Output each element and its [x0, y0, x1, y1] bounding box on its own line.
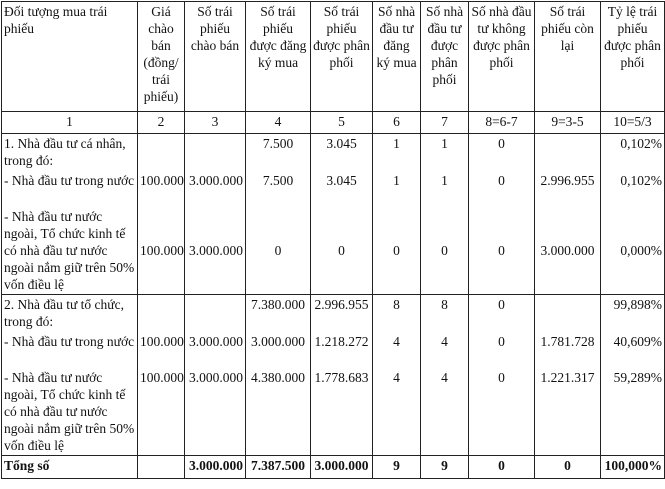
total-bonds-registered: 7.387.500	[246, 455, 311, 478]
bonds-offered-cell: 3.000.000	[185, 207, 246, 295]
investors-distributed-cell: 1	[421, 171, 469, 207]
header-investors-registered: Số nhà đầu tư đăng ký mua	[373, 2, 421, 112]
index-cell: 3	[185, 112, 246, 134]
header-investor-type: Đối tượng mua trái phiếu	[2, 2, 138, 112]
bonds-offered-cell	[185, 134, 246, 171]
index-cell: 2	[138, 112, 185, 134]
investors-not-distributed-cell: 0	[469, 295, 535, 332]
investors-not-distributed-cell: 0	[469, 134, 535, 171]
investors-registered-cell: 4	[373, 368, 421, 456]
investors-distributed-cell: 4	[421, 368, 469, 456]
investors-distributed-cell: 4	[421, 332, 469, 368]
header-offer-price: Giá chào bán (đồng/ trái phiếu)	[138, 2, 185, 112]
bonds-remaining-cell	[535, 295, 601, 332]
bond-distribution-table	[1, 1, 665, 479]
header-investors-distributed: Số nhà đầu tư được phân phối	[421, 2, 469, 112]
total-bonds-remaining: 0	[535, 455, 601, 478]
investors-registered-cell: 4	[373, 332, 421, 368]
total-investors-distributed: 9	[421, 455, 469, 478]
distribution-ratio-cell: 0,102%	[601, 171, 665, 207]
total-label: Tổng số	[2, 455, 138, 478]
distribution-ratio-cell: 0,000%	[601, 207, 665, 295]
bonds-registered-cell: 3.000.000	[246, 332, 311, 368]
bonds-distributed-cell: 1.218.272	[311, 332, 373, 368]
index-cell: 4	[246, 112, 311, 134]
bonds-distributed-cell: 0	[311, 207, 373, 295]
offer-price-cell: 100.000	[138, 332, 185, 368]
index-cell: 9=3-5	[535, 112, 601, 134]
offer-price-cell	[138, 134, 185, 171]
investors-not-distributed-cell: 0	[469, 171, 535, 207]
offer-price-cell: 100.000	[138, 171, 185, 207]
bonds-registered-cell: 0	[246, 207, 311, 295]
bonds-remaining-cell: 2.996.955	[535, 171, 601, 207]
bonds-registered-cell: 7.380.000	[246, 295, 311, 332]
row-label: - Nhà đầu tư trong nước	[2, 332, 138, 368]
offer-price-cell	[138, 295, 185, 332]
table-row	[2, 332, 665, 368]
total-investors-registered: 9	[373, 455, 421, 478]
index-cell: 5	[311, 112, 373, 134]
header-distribution-ratio: Tỷ lệ trái phiếu được phân phối	[601, 2, 665, 112]
header-bonds-registered: Số trái phiếu được đăng ký mua	[246, 2, 311, 112]
index-cell: 1	[2, 112, 138, 134]
bonds-offered-cell: 3.000.000	[185, 171, 246, 207]
bonds-registered-cell: 7.500	[246, 134, 311, 171]
bonds-remaining-cell: 1.781.728	[535, 332, 601, 368]
index-cell: 10=5/3	[601, 112, 665, 134]
table-row	[2, 207, 665, 295]
bond-distribution-report	[1, 1, 665, 479]
table-row	[2, 295, 665, 332]
bonds-remaining-cell: 3.000.000	[535, 207, 601, 295]
header-bonds-remaining: Số trái phiếu còn lại	[535, 2, 601, 112]
offer-price-cell: 100.000	[138, 368, 185, 456]
bonds-distributed-cell: 3.045	[311, 171, 373, 207]
total-bonds-distributed: 3.000.000	[311, 455, 373, 478]
total-distribution-ratio: 100,000%	[601, 455, 665, 478]
distribution-ratio-cell: 99,898%	[601, 295, 665, 332]
investors-registered-cell: 8	[373, 295, 421, 332]
bonds-distributed-cell: 1.778.683	[311, 368, 373, 456]
bonds-registered-cell: 4.380.000	[246, 368, 311, 456]
investors-not-distributed-cell: 0	[469, 207, 535, 295]
total-offer-price	[138, 455, 185, 478]
row-label: - Nhà đầu tư nước ngoài, Tổ chức kinh tế có nhà đầu tư nước ngoài nắm giữ trên 50% vốn điều lệ	[2, 368, 138, 456]
offer-price-cell: 100.000	[138, 207, 185, 295]
row-label: 2. Nhà đầu tư tổ chức, trong đó:	[2, 295, 138, 332]
row-label: - Nhà đầu tư trong nước	[2, 171, 138, 207]
total-bonds-offered: 3.000.000	[185, 455, 246, 478]
column-index-row	[2, 112, 665, 134]
header-bonds-offered: Số trái phiếu chào bán	[185, 2, 246, 112]
bonds-offered-cell: 3.000.000	[185, 368, 246, 456]
distribution-ratio-cell: 40,609%	[601, 332, 665, 368]
header-row	[2, 2, 665, 112]
total-row	[2, 455, 665, 478]
table-row	[2, 171, 665, 207]
total-investors-not-distributed: 0	[469, 455, 535, 478]
row-label: 1. Nhà đầu tư cá nhân, trong đó:	[2, 134, 138, 171]
distribution-ratio-cell: 0,102%	[601, 134, 665, 171]
index-cell: 6	[373, 112, 421, 134]
table-row	[2, 368, 665, 456]
investors-registered-cell: 0	[373, 207, 421, 295]
bonds-distributed-cell: 3.045	[311, 134, 373, 171]
header-bonds-distributed: Số trái phiếu được phân phối	[311, 2, 373, 112]
investors-distributed-cell: 1	[421, 134, 469, 171]
bonds-distributed-cell: 2.996.955	[311, 295, 373, 332]
bonds-registered-cell: 7.500	[246, 171, 311, 207]
investors-registered-cell: 1	[373, 134, 421, 171]
investors-distributed-cell: 8	[421, 295, 469, 332]
investors-not-distributed-cell: 0	[469, 368, 535, 456]
investors-distributed-cell: 0	[421, 207, 469, 295]
header-investors-not-distributed: Số nhà đầu tư không được phân phối	[469, 2, 535, 112]
bonds-remaining-cell	[535, 134, 601, 171]
index-cell: 8=6-7	[469, 112, 535, 134]
index-cell: 7	[421, 112, 469, 134]
row-label: - Nhà đầu tư nước ngoài, Tổ chức kinh tế có nhà đầu tư nước ngoài nắm giữ trên 50% vốn điều lệ	[2, 207, 138, 295]
investors-registered-cell: 1	[373, 171, 421, 207]
table-row	[2, 134, 665, 171]
investors-not-distributed-cell: 0	[469, 332, 535, 368]
bonds-remaining-cell: 1.221.317	[535, 368, 601, 456]
bonds-offered-cell	[185, 295, 246, 332]
bonds-offered-cell: 3.000.000	[185, 332, 246, 368]
distribution-ratio-cell: 59,289%	[601, 368, 665, 456]
